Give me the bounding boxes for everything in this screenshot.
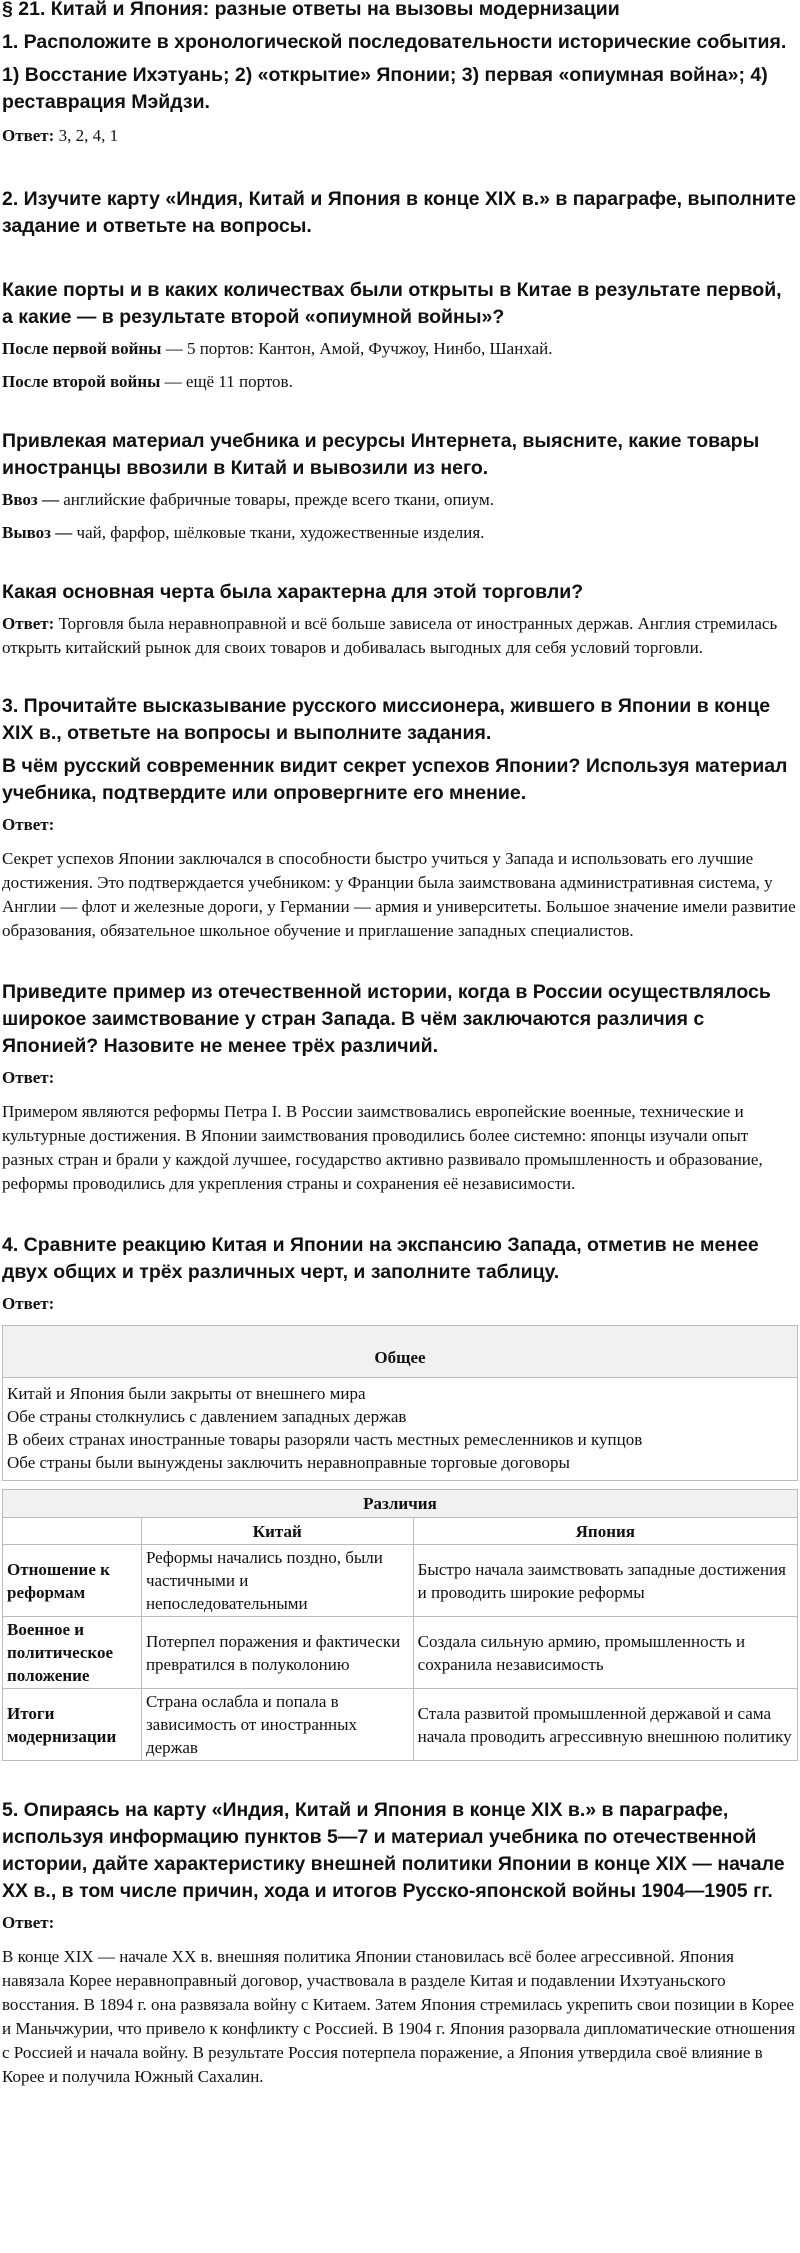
line-text: — ещё 11 портов. — [160, 372, 293, 391]
q2-sub1-line1 — [2, 337, 796, 361]
common-items-cell — [3, 1378, 798, 1481]
q2-sub1-line2 — [2, 370, 796, 394]
table-row — [3, 1617, 798, 1689]
common-item: Обе страны столкнулись с давлением западных держав — [7, 1407, 407, 1426]
q2-sub2-line2 — [2, 521, 796, 545]
q3-sub1-answer-label: Ответ: — [2, 815, 55, 834]
q5-answer-label: Ответ: — [2, 1913, 55, 1932]
q4-heading: 4. Сравните реакцию Китая и Японии на экспансию Запада, отметив не менее двух общих и трёх различных черт, и заполните таблицу. — [2, 1234, 759, 1283]
q2-sub2-heading: Привлекая материал учебника и ресурсы Интернета, выясните, какие товары иностранцы ввозили в Китай и вывозили из него. — [2, 430, 760, 479]
q1-events: 1) Восстание Ихэтуань; 2) «открытие» Японии; 3) первая «опиумная война»; 4) реставрация Мэйдзи. — [2, 64, 768, 113]
common-item: Обе страны были вынуждены заключить неравноправные торговые договоры — [7, 1453, 570, 1472]
q5-answer-text: В конце XIX — начале XX в. внешняя политика Японии становилась всё более агрессивной. Япония навязала Корее неравноправный договор, участвовала в разделе Китая и подавлении Ихэтуаньского восстания. В 1894 г. она развязала войну с Китаем. Затем Япония стремилась укрепить свои позиции в Корее и Маньчжурии, что привело к конфликту с Россией. В 1904 г. Япония разорвала дипломатические отношения с Россией и начала войну. В результате Россия потерпела поражение, а Япония утвердила своё влияние в Корее и получила Южный Сахалин. — [2, 1947, 796, 2086]
answer-label: Ответ: — [2, 614, 55, 633]
q2-sub2-line1 — [2, 488, 796, 512]
col-japan: Япония — [413, 1518, 797, 1545]
col-empty — [3, 1518, 142, 1545]
line-label: Ввоз — — [2, 490, 59, 509]
q3-sub2-heading: Приведите пример из отечественной истории, когда в России осуществлялось широкое заимствование у стран Запада. В чём заключаются различия с Японией? Назовите не менее трёх различий. — [2, 981, 771, 1057]
line-label: После второй войны — [2, 372, 161, 391]
cell-china: Реформы начались поздно, были частичными и непоследовательными — [141, 1545, 413, 1617]
row-label: Военное и политическое положение — [3, 1617, 142, 1689]
q2-sub3-answer — [2, 612, 796, 660]
cell-china: Потерпел поражения и фактически превратился в полуколонию — [141, 1617, 413, 1689]
q3-heading: 3. Прочитайте высказывание русского миссионера, жившего в Японии в конце XIX в., ответьте на вопросы и выполните задания. — [2, 695, 771, 744]
q2-heading: 2. Изучите карту «Индия, Китай и Япония в конце XIX в.» в параграфе, выполните задание и ответьте на вопросы. — [2, 188, 796, 237]
common-item: В обеих странах иностранные товары разоряли часть местных ремесленников и купцов — [7, 1430, 643, 1449]
q5-heading: 5. Опираясь на карту «Индия, Китай и Япония в конце XIX в.» в параграфе, используя информацию пунктов 5—7 и материал учебника по отечественной истории, дайте характеристику внешней политики Японии в конце XIX — начале XX в., в том числе причин, хода и итогов Русско-японской войны 1904—1905 гг. — [2, 1799, 785, 1902]
common-item: Китай и Япония были закрыты от внешнего мира — [7, 1384, 366, 1403]
col-china: Китай — [141, 1518, 413, 1545]
differences-table — [2, 1489, 798, 1761]
page-title: § 21. Китай и Япония: разные ответы на вызовы модернизации — [2, 0, 620, 20]
q4-answer-label: Ответ: — [2, 1294, 55, 1313]
line-label: Вывоз — — [2, 523, 73, 542]
answer-value: 3, 2, 4, 1 — [54, 126, 119, 145]
answer-label: Ответ: — [2, 126, 55, 145]
q3-sub1-answer-text: Секрет успехов Японии заключался в способности быстро учиться у Запада и использовать его лучшие достижения. Это подтверждается учебником: у Франции была заимствована административная система, у Англии — флот и железные дороги, у Германии — армия и университеты. Большое значение имели развитие образования, обязательное школьное обучение и приглашение западных специалистов. — [2, 849, 796, 940]
row-label: Итоги модернизации — [3, 1689, 142, 1761]
common-table-header: Общее — [3, 1326, 798, 1378]
q2-sub1-heading: Какие порты и в каких количествах были открыты в Китае в результате первой, а какие — в результате второй «опиумной войны»? — [2, 279, 782, 328]
q3-sub2-answer-label: Ответ: — [2, 1068, 55, 1087]
answer-text: Торговля была неравноправной и всё больше зависела от иностранных держав. Англия стремилась открыть китайский рынок для своих товаров и добивалась выгодных для себя условий торговли. — [2, 614, 778, 657]
differences-caption: Различия — [3, 1490, 798, 1518]
q3-sub1-heading: В чём русский современник видит секрет успехов Японии? Используя материал учебника, подтвердите или опровергните его мнение. — [2, 755, 788, 804]
table-row — [3, 1545, 798, 1617]
line-text: английские фабричные товары, прежде всего ткани, опиум. — [59, 490, 495, 509]
q3-sub2-answer-text: Примером являются реформы Петра I. В России заимствовались европейские военные, технические и культурные достижения. В Японии заимствования проводились более системно: японцы изучали опыт разных стран и брали у каждой лучшее, государство активно развивало промышленность и образование, реформы проводились для укрепления страны и сохранения её независимости. — [2, 1102, 763, 1193]
line-text: чай, фарфор, шёлковые ткани, художественные изделия. — [72, 523, 485, 542]
q1-heading: 1. Расположите в хронологической последовательности исторические события. — [2, 31, 787, 53]
row-label: Отношение к реформам — [3, 1545, 142, 1617]
q2-sub3-heading: Какая основная черта была характерна для этой торговли? — [2, 581, 584, 603]
q1-answer — [2, 124, 796, 148]
cell-japan: Стала развитой промышленной державой и сама начала проводить агрессивную внешнюю политику — [413, 1689, 797, 1761]
table-row — [3, 1689, 798, 1761]
cell-japan: Быстро начала заимствовать западные достижения и проводить широкие реформы — [413, 1545, 797, 1617]
common-table — [2, 1325, 798, 1481]
line-text: — 5 портов: Кантон, Амой, Фучжоу, Нинбо, Шанхай. — [161, 339, 553, 358]
cell-china: Страна ослабла и попала в зависимость от иностранных держав — [141, 1689, 413, 1761]
cell-japan: Создала сильную армию, промышленность и сохранила независимость — [413, 1617, 797, 1689]
line-label: После первой войны — [2, 339, 162, 358]
